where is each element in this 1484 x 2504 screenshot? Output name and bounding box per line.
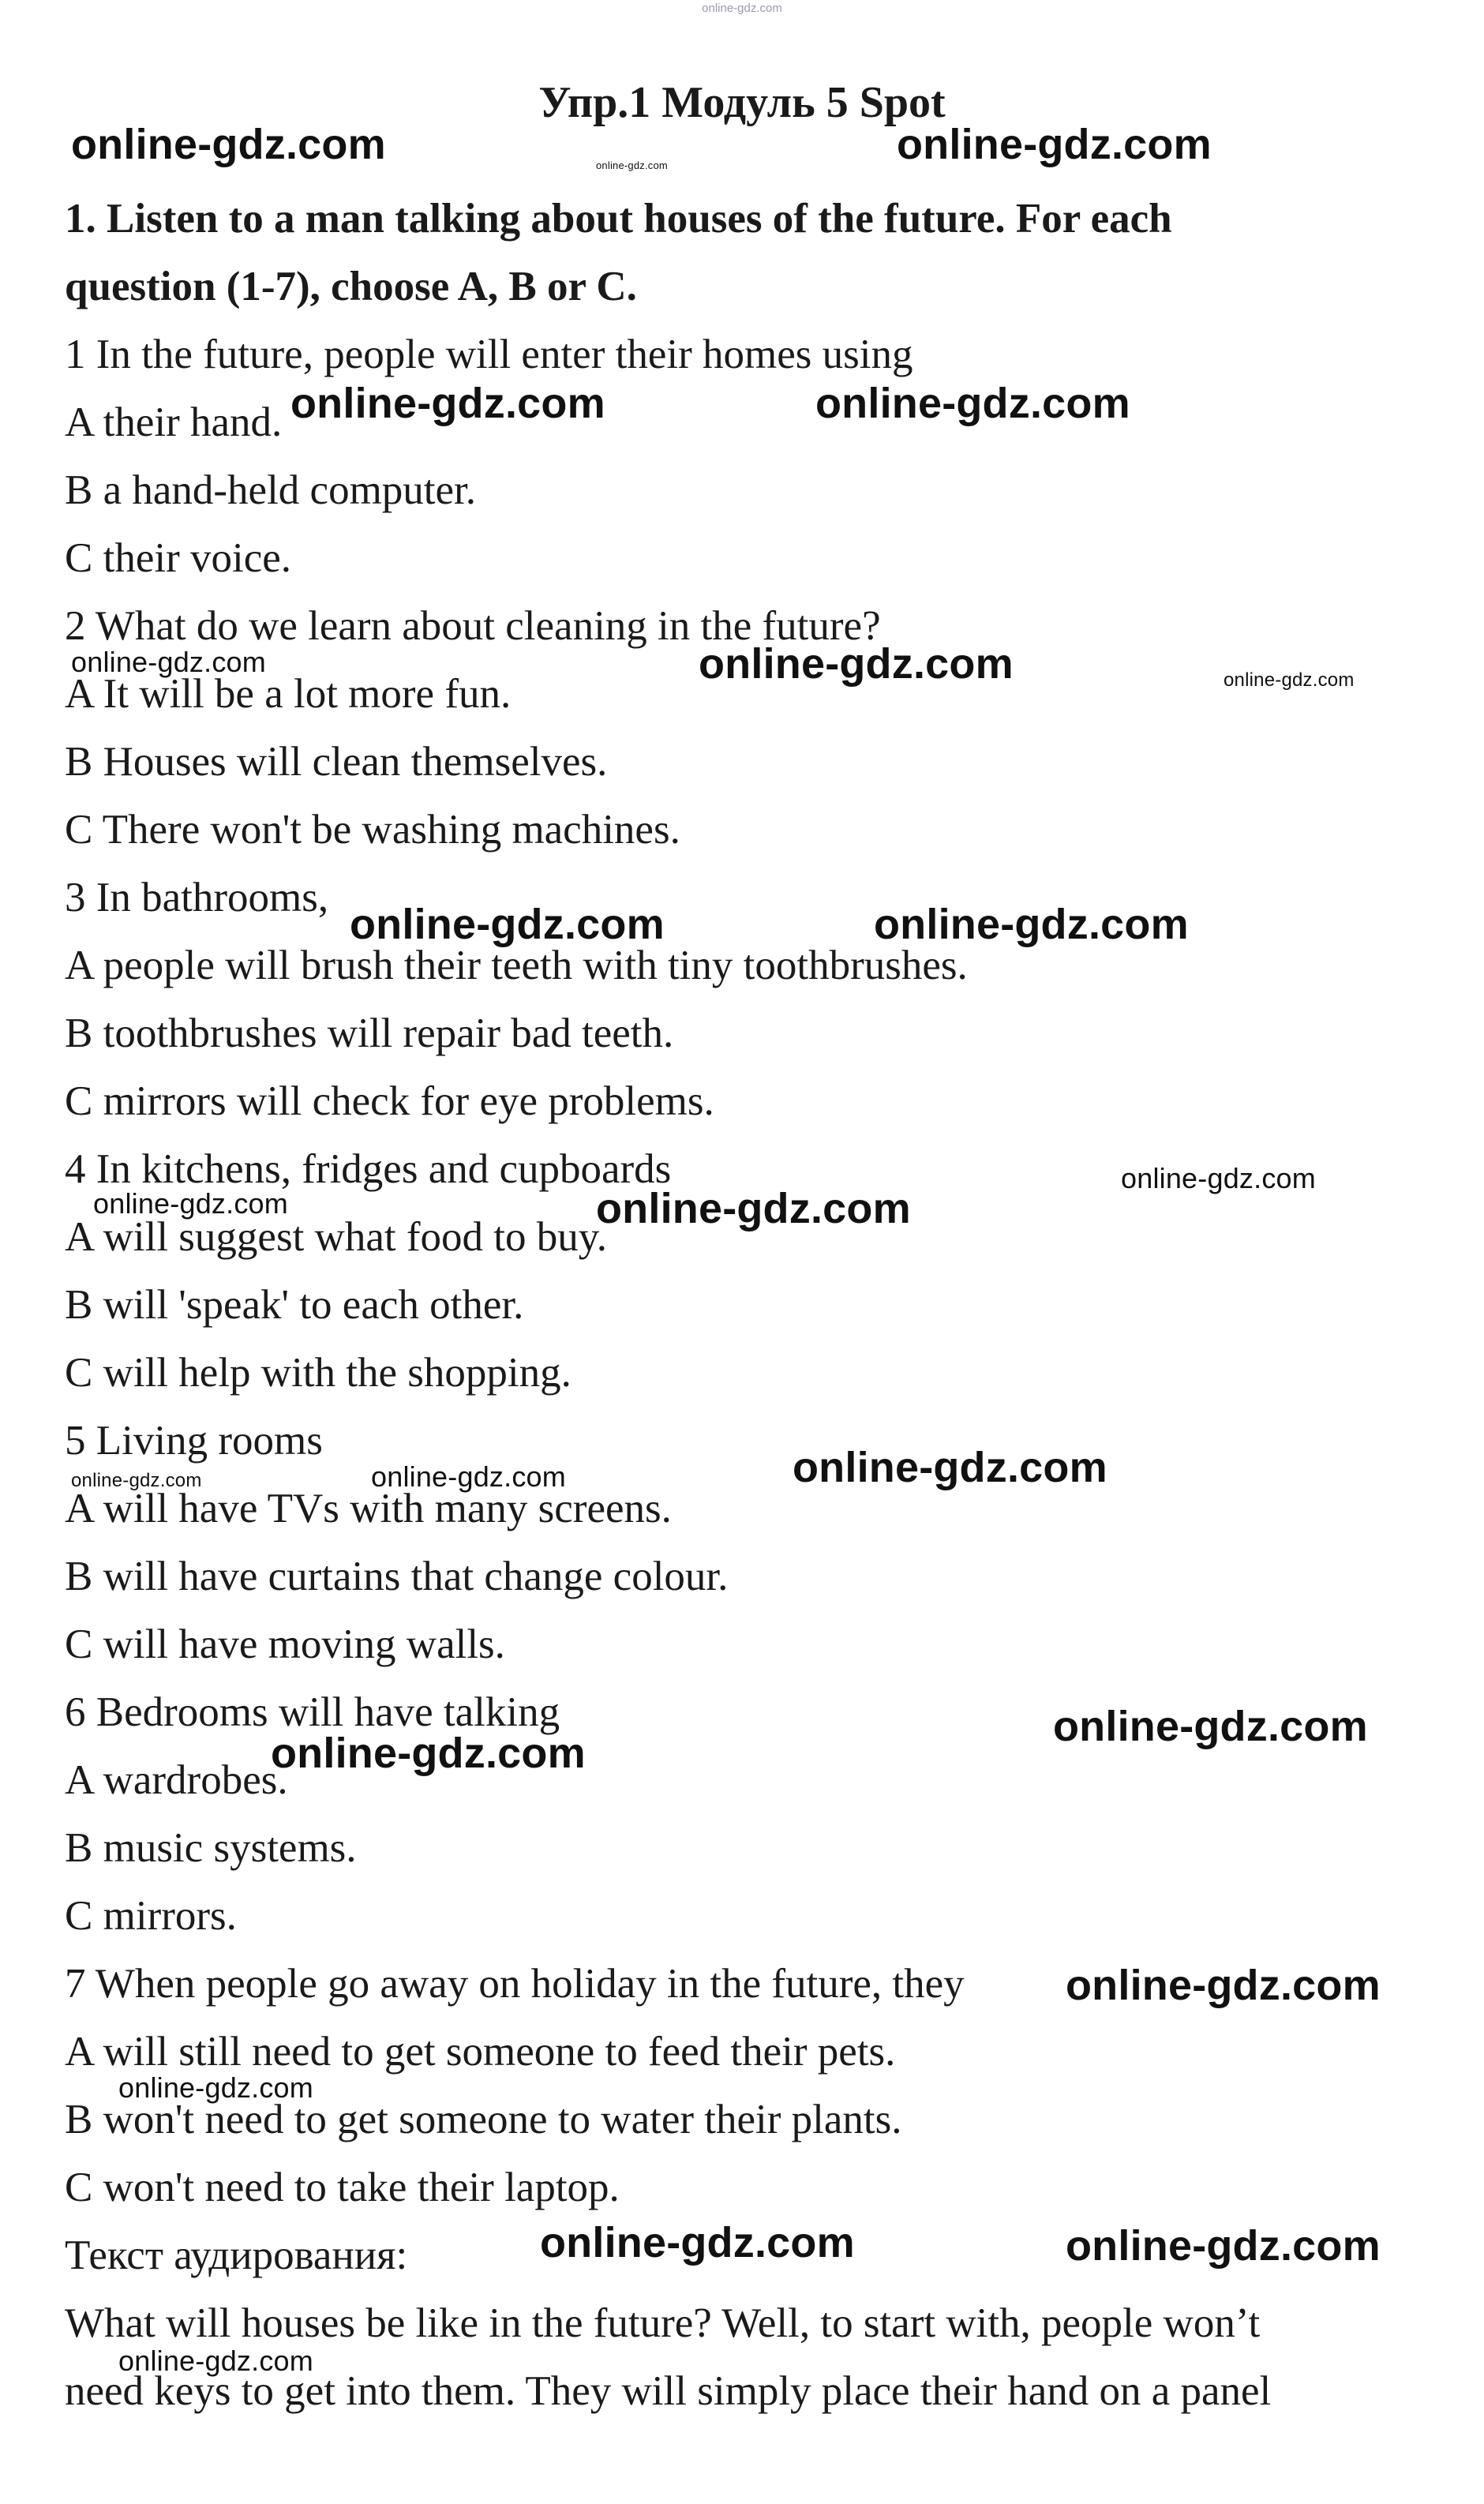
watermark: online-gdz.com [118, 2345, 313, 2377]
watermark: online-gdz.com [699, 640, 1014, 688]
question-4-option-a: A will suggest what food to buy. [65, 1214, 608, 1260]
question-1-option-c: C their voice. [65, 535, 291, 581]
transcript-line-1: What will houses be like in the future? Well, to start with, people won’t [65, 2300, 1261, 2346]
instruction-line-1: 1. Listen to a man talking about houses of the future. For each [65, 196, 1172, 242]
question-3-option-c: C mirrors will check for eye problems. [65, 1078, 714, 1124]
instruction-line-2: question (1-7), choose A, B or C. [65, 264, 637, 309]
question-6-option-c: C mirrors. [65, 1893, 237, 1939]
question-6-option-a: A wardrobes. [65, 1757, 288, 1803]
transcript-line-2: need keys to get into them. They will simply place their hand on a panel [65, 2368, 1272, 2414]
top-watermark: online-gdz.com [702, 2, 782, 15]
watermark: online-gdz.com [118, 2071, 313, 2104]
question-3-prompt: 3 In bathrooms, [65, 875, 329, 920]
question-6-option-b: B music systems. [65, 1825, 357, 1871]
question-1-option-b: B a hand-held computer. [65, 467, 477, 513]
question-4-prompt: 4 In kitchens, fridges and cupboards [65, 1146, 672, 1192]
question-1-option-a: A their hand. [65, 399, 283, 445]
question-6-prompt: 6 Bedrooms will have talking [65, 1689, 560, 1735]
watermark: online-gdz.com [815, 380, 1130, 427]
transcript-label: Текст аудирования: [65, 2232, 408, 2278]
watermark: online-gdz.com [596, 159, 668, 171]
question-5-option-a: A will have TVs with many screens. [65, 1486, 672, 1531]
watermark: online-gdz.com [1224, 669, 1355, 691]
watermark: online-gdz.com [371, 1460, 566, 1493]
watermark: online-gdz.com [71, 1470, 202, 1491]
watermark: online-gdz.com [271, 1730, 586, 1777]
watermark: online-gdz.com [93, 1187, 288, 1220]
question-2-option-a: A It will be a lot more fun. [65, 671, 512, 717]
watermark: online-gdz.com [290, 380, 605, 427]
watermark: online-gdz.com [1121, 1162, 1316, 1194]
watermark: online-gdz.com [71, 121, 386, 168]
question-5-option-c: C will have moving walls. [65, 1621, 505, 1667]
question-7-option-a: A will still need to get someone to feed their pets. [65, 2029, 896, 2075]
watermark: online-gdz.com [793, 1444, 1107, 1491]
question-3-option-b: B toothbrushes will repair bad teeth. [65, 1010, 674, 1056]
watermark: online-gdz.com [897, 121, 1212, 168]
question-7-prompt: 7 When people go away on holiday in the future, they [65, 1961, 965, 2007]
question-5-prompt: 5 Living rooms [65, 1418, 323, 1464]
watermark: online-gdz.com [1053, 1703, 1368, 1750]
watermark: online-gdz.com [874, 901, 1189, 948]
question-2-option-b: B Houses will clean themselves. [65, 739, 608, 785]
watermark: online-gdz.com [1066, 2222, 1381, 2270]
question-4-option-c: C will help with the shopping. [65, 1350, 571, 1396]
page-title: Упр.1 Модуль 5 Spot [538, 78, 946, 127]
question-7-option-c: C won't need to take their laptop. [65, 2165, 620, 2210]
watermark: online-gdz.com [350, 901, 665, 948]
watermark: online-gdz.com [71, 646, 266, 678]
question-4-option-b: B will 'speak' to each other. [65, 1282, 524, 1328]
question-7-option-b: B won't need to get someone to water their plants. [65, 2097, 902, 2142]
question-5-option-b: B will have curtains that change colour. [65, 1554, 729, 1599]
watermark: online-gdz.com [596, 1185, 911, 1232]
question-1-prompt: 1 In the future, people will enter their homes using [65, 332, 913, 377]
question-2-option-c: C There won't be washing machines. [65, 807, 680, 853]
watermark: online-gdz.com [540, 2219, 855, 2266]
watermark: online-gdz.com [1066, 1962, 1381, 2009]
question-3-option-a: A people will brush their teeth with tiny toothbrushes. [65, 943, 968, 988]
question-2-prompt: 2 What do we learn about cleaning in the future? [65, 603, 881, 649]
